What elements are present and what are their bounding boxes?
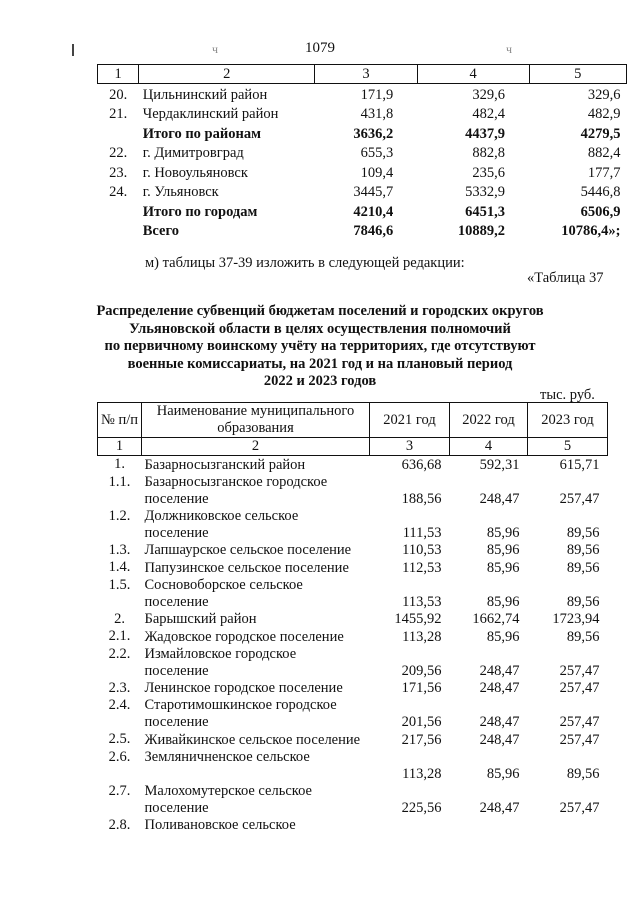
name-line: поселение (144, 799, 209, 816)
cell-c: 5446,8 (580, 184, 621, 200)
cell-n (98, 221, 139, 241)
title-line: Распределение субвенций бюджетам поселений и городских округов (96, 303, 544, 319)
cell-a: 3636,2 (353, 125, 394, 142)
municipality-name (142, 577, 370, 611)
value-b: 248,47 (479, 799, 520, 816)
municipality-name (142, 697, 370, 731)
cell-c: 4279,5 (580, 125, 621, 142)
name-line: поселение (144, 593, 209, 610)
name-line: поселение (144, 714, 209, 730)
table-row (98, 84, 627, 104)
value-a: 636,68 (401, 456, 442, 473)
municipality-name (142, 508, 370, 542)
cell-a: 655,3 (360, 145, 394, 161)
table-row (98, 783, 608, 817)
name-line: Измайловское городское (144, 645, 297, 662)
table-row (98, 611, 608, 629)
value-a (370, 817, 450, 835)
cell-n (98, 123, 139, 143)
cell-b: 6451,3 (465, 203, 505, 220)
cell-b: 882,8 (472, 145, 505, 161)
value-c: 257,47 (559, 731, 600, 748)
table-row (98, 731, 608, 749)
col-number: 1 (98, 438, 142, 456)
name-line: Сосновоборское сельское (144, 576, 303, 593)
name-line: Старотимошкинское городское (144, 697, 337, 713)
title-line: 2022 и 2023 годов (263, 373, 377, 389)
budget-totals-table (97, 64, 627, 240)
value-c: 89,56 (566, 593, 600, 610)
table-row (98, 221, 627, 241)
municipality-name (142, 749, 370, 783)
name-line: Базарносызганское городское (144, 473, 328, 490)
table-row (98, 182, 627, 202)
row-code: 2.1. (108, 628, 131, 644)
municipality-name (142, 731, 370, 749)
row-code: 2.8. (108, 816, 131, 833)
cell-name: г. Ульяновск (142, 184, 219, 200)
value-b: 248,47 (479, 662, 520, 679)
cell-a: 171,9 (360, 86, 394, 103)
title-line: по первичному воинскому учёту на территориях, где отсутствуют (104, 338, 536, 354)
cell-b: 235,6 (472, 164, 505, 181)
value-a: 171,56 (401, 680, 442, 696)
value-a: 188,56 (401, 490, 442, 507)
cell-n (98, 201, 139, 221)
header-2021: 2021 год (370, 403, 450, 438)
value-c: 615,71 (559, 456, 600, 473)
value-b (450, 817, 528, 835)
value-c: 89,56 (566, 765, 600, 782)
cell-b: 4437,9 (465, 125, 505, 142)
cell-n: 21. (109, 106, 128, 122)
value-b: 248,47 (479, 731, 520, 748)
table-row (98, 123, 627, 143)
name-line: Папузинское сельское поселение (144, 559, 349, 576)
value-b: 248,47 (479, 680, 520, 696)
value-c (528, 817, 608, 835)
value-b: 248,47 (479, 714, 520, 730)
value-b: 592,31 (479, 456, 520, 473)
table-row (98, 817, 608, 835)
value-c: 89,56 (566, 542, 600, 558)
col-number: 3 (370, 438, 450, 456)
cell-name: Всего (142, 223, 179, 239)
municipality-name (142, 542, 370, 560)
table-row (98, 646, 608, 680)
table-row (98, 201, 627, 221)
cell-c: 6506,9 (580, 203, 621, 220)
table-row (98, 559, 608, 577)
value-a: 1455,92 (394, 611, 442, 627)
table-row (98, 749, 608, 783)
value-a: 225,56 (401, 799, 442, 816)
name-line: Живайкинское сельское поселение (144, 731, 361, 748)
row-code: 2. (114, 610, 125, 627)
cell-name: г. Димитровград (142, 145, 244, 161)
name-line: Ленинское городское поселение (144, 680, 343, 696)
name-line: поселение (144, 490, 209, 507)
cell-name: Итого по районам (142, 125, 261, 142)
subvention-table (97, 402, 608, 834)
cell-n: 24. (109, 184, 128, 200)
name-line: Поливановское сельское (144, 817, 296, 833)
table-row (98, 680, 608, 698)
header-num: № п/п (98, 403, 142, 438)
cell-c: 482,9 (587, 106, 621, 122)
value-a: 113,28 (402, 628, 442, 645)
value-a: 111,53 (402, 524, 442, 541)
table-row (98, 628, 608, 646)
value-c: 257,47 (559, 490, 600, 507)
title-line: Ульяновской области в целях осуществления полномочий (129, 320, 511, 337)
value-b: 248,47 (479, 490, 520, 507)
cell-name: Чердаклинский район (142, 106, 279, 122)
cell-c: 882,4 (587, 145, 621, 161)
municipality-name (142, 474, 370, 508)
table-row (98, 474, 608, 508)
amendment-note: м) таблицы 37-39 изложить в следующей редакции: (145, 255, 465, 271)
row-code: 1.1. (108, 473, 131, 490)
header-cell: 5 (529, 65, 627, 84)
header-cell: 1 (98, 65, 139, 84)
municipality-name (142, 559, 370, 577)
header-cell: 2 (139, 65, 315, 84)
value-a: 201,56 (401, 714, 442, 730)
cell-a: 3445,7 (353, 184, 394, 200)
col-number: 4 (450, 438, 528, 456)
value-b: 85,96 (486, 593, 520, 610)
value-c: 1723,94 (552, 611, 600, 627)
value-a: 217,56 (401, 731, 442, 748)
header-2023: 2023 год (528, 403, 608, 438)
value-a: 112,53 (402, 559, 442, 576)
scan-smudge: ч (506, 42, 513, 56)
value-a: 113,53 (402, 593, 442, 610)
cell-a: 4210,4 (353, 203, 394, 220)
table-reference: «Таблица 37 (527, 270, 604, 286)
row-code: 1.4. (108, 559, 131, 575)
table-header-row (98, 65, 627, 84)
table-row (98, 508, 608, 542)
name-line: Жадовское городское поселение (144, 628, 344, 645)
name-line: поселение (144, 524, 209, 541)
column-numbering-row (98, 438, 608, 456)
name-line: Барышский район (144, 611, 257, 627)
cell-b: 329,6 (472, 86, 505, 103)
cell-n: 20. (109, 86, 128, 103)
cell-a: 109,4 (360, 164, 394, 181)
col-number: 2 (142, 438, 370, 456)
municipality-name (142, 817, 370, 835)
row-code: 1.5. (108, 576, 131, 593)
municipality-name (142, 456, 370, 474)
value-b: 1662,74 (472, 611, 520, 627)
table-row (98, 143, 627, 163)
cell-b: 482,4 (472, 106, 505, 122)
value-a: 110,53 (402, 542, 442, 558)
value-b: 85,96 (486, 524, 520, 541)
cell-c: 329,6 (587, 86, 621, 103)
page-number: 1079 (305, 40, 335, 56)
value-a: 113,28 (402, 765, 442, 782)
value-c: 257,47 (559, 680, 600, 696)
name-line (145, 766, 367, 783)
header-name: Наименование муниципального образования (142, 403, 370, 438)
name-line: Базарносызганский район (144, 456, 306, 473)
col-number: 5 (528, 438, 608, 456)
value-a: 209,56 (401, 662, 442, 679)
name-line: поселение (144, 662, 209, 679)
value-c: 257,47 (559, 799, 600, 816)
municipality-name (142, 611, 370, 629)
cell-name: Цильнинский район (142, 86, 268, 103)
value-c: 89,56 (566, 524, 600, 541)
value-c: 257,47 (559, 714, 600, 730)
cell-n: 23. (109, 164, 128, 181)
value-c: 257,47 (559, 662, 600, 679)
row-code: 2.7. (108, 782, 131, 799)
unit-label: тыс. руб. (540, 387, 595, 403)
row-code: 2.4. (108, 697, 131, 713)
table-row (98, 456, 608, 474)
row-code: 1.2. (108, 507, 131, 524)
table-row (98, 104, 627, 124)
cell-c: 177,7 (587, 164, 621, 181)
table-header-row (98, 403, 608, 438)
cell-a: 7846,6 (353, 223, 394, 239)
row-code: 1. (114, 456, 125, 472)
cell-b: 10889,2 (457, 223, 505, 239)
cell-c: 10786,4»; (561, 223, 621, 239)
cell-name: г. Новоульяновск (142, 164, 248, 181)
name-line: Должниковское сельское (144, 507, 299, 524)
row-code: 2.5. (108, 731, 131, 747)
value-c: 89,56 (566, 628, 600, 645)
value-b: 85,96 (486, 542, 520, 558)
name-line: Земляничненское сельское (144, 748, 310, 765)
cell-b: 5332,9 (465, 184, 505, 200)
table-row (98, 577, 608, 611)
table-row (98, 697, 608, 731)
row-code: 2.3. (108, 679, 131, 696)
value-b: 85,96 (486, 765, 520, 782)
table-row (98, 542, 608, 560)
value-b: 85,96 (486, 628, 520, 645)
header-2022: 2022 год (450, 403, 528, 438)
municipality-name (142, 628, 370, 646)
cell-n: 22. (109, 145, 128, 161)
header-cell: 4 (417, 65, 529, 84)
row-code: 1.3. (108, 541, 131, 558)
table-title (90, 303, 550, 391)
row-code: 2.6. (108, 748, 131, 765)
municipality-name (142, 646, 370, 680)
value-b: 85,96 (486, 559, 520, 576)
municipality-name (142, 680, 370, 698)
scan-smudge: ч (212, 42, 219, 56)
cell-a: 431,8 (360, 106, 394, 122)
table-row (98, 162, 627, 182)
municipality-name (142, 783, 370, 817)
header-cell: 3 (315, 65, 418, 84)
row-code: 2.2. (108, 645, 131, 662)
name-line: Лапшаурское сельское поселение (144, 542, 352, 558)
name-line: Малохомутерское сельское (144, 782, 312, 799)
title-line: военные комиссариаты, на 2021 год и на плановый период (127, 355, 513, 372)
value-c: 89,56 (566, 559, 600, 576)
cell-name: Итого по городам (142, 203, 258, 220)
